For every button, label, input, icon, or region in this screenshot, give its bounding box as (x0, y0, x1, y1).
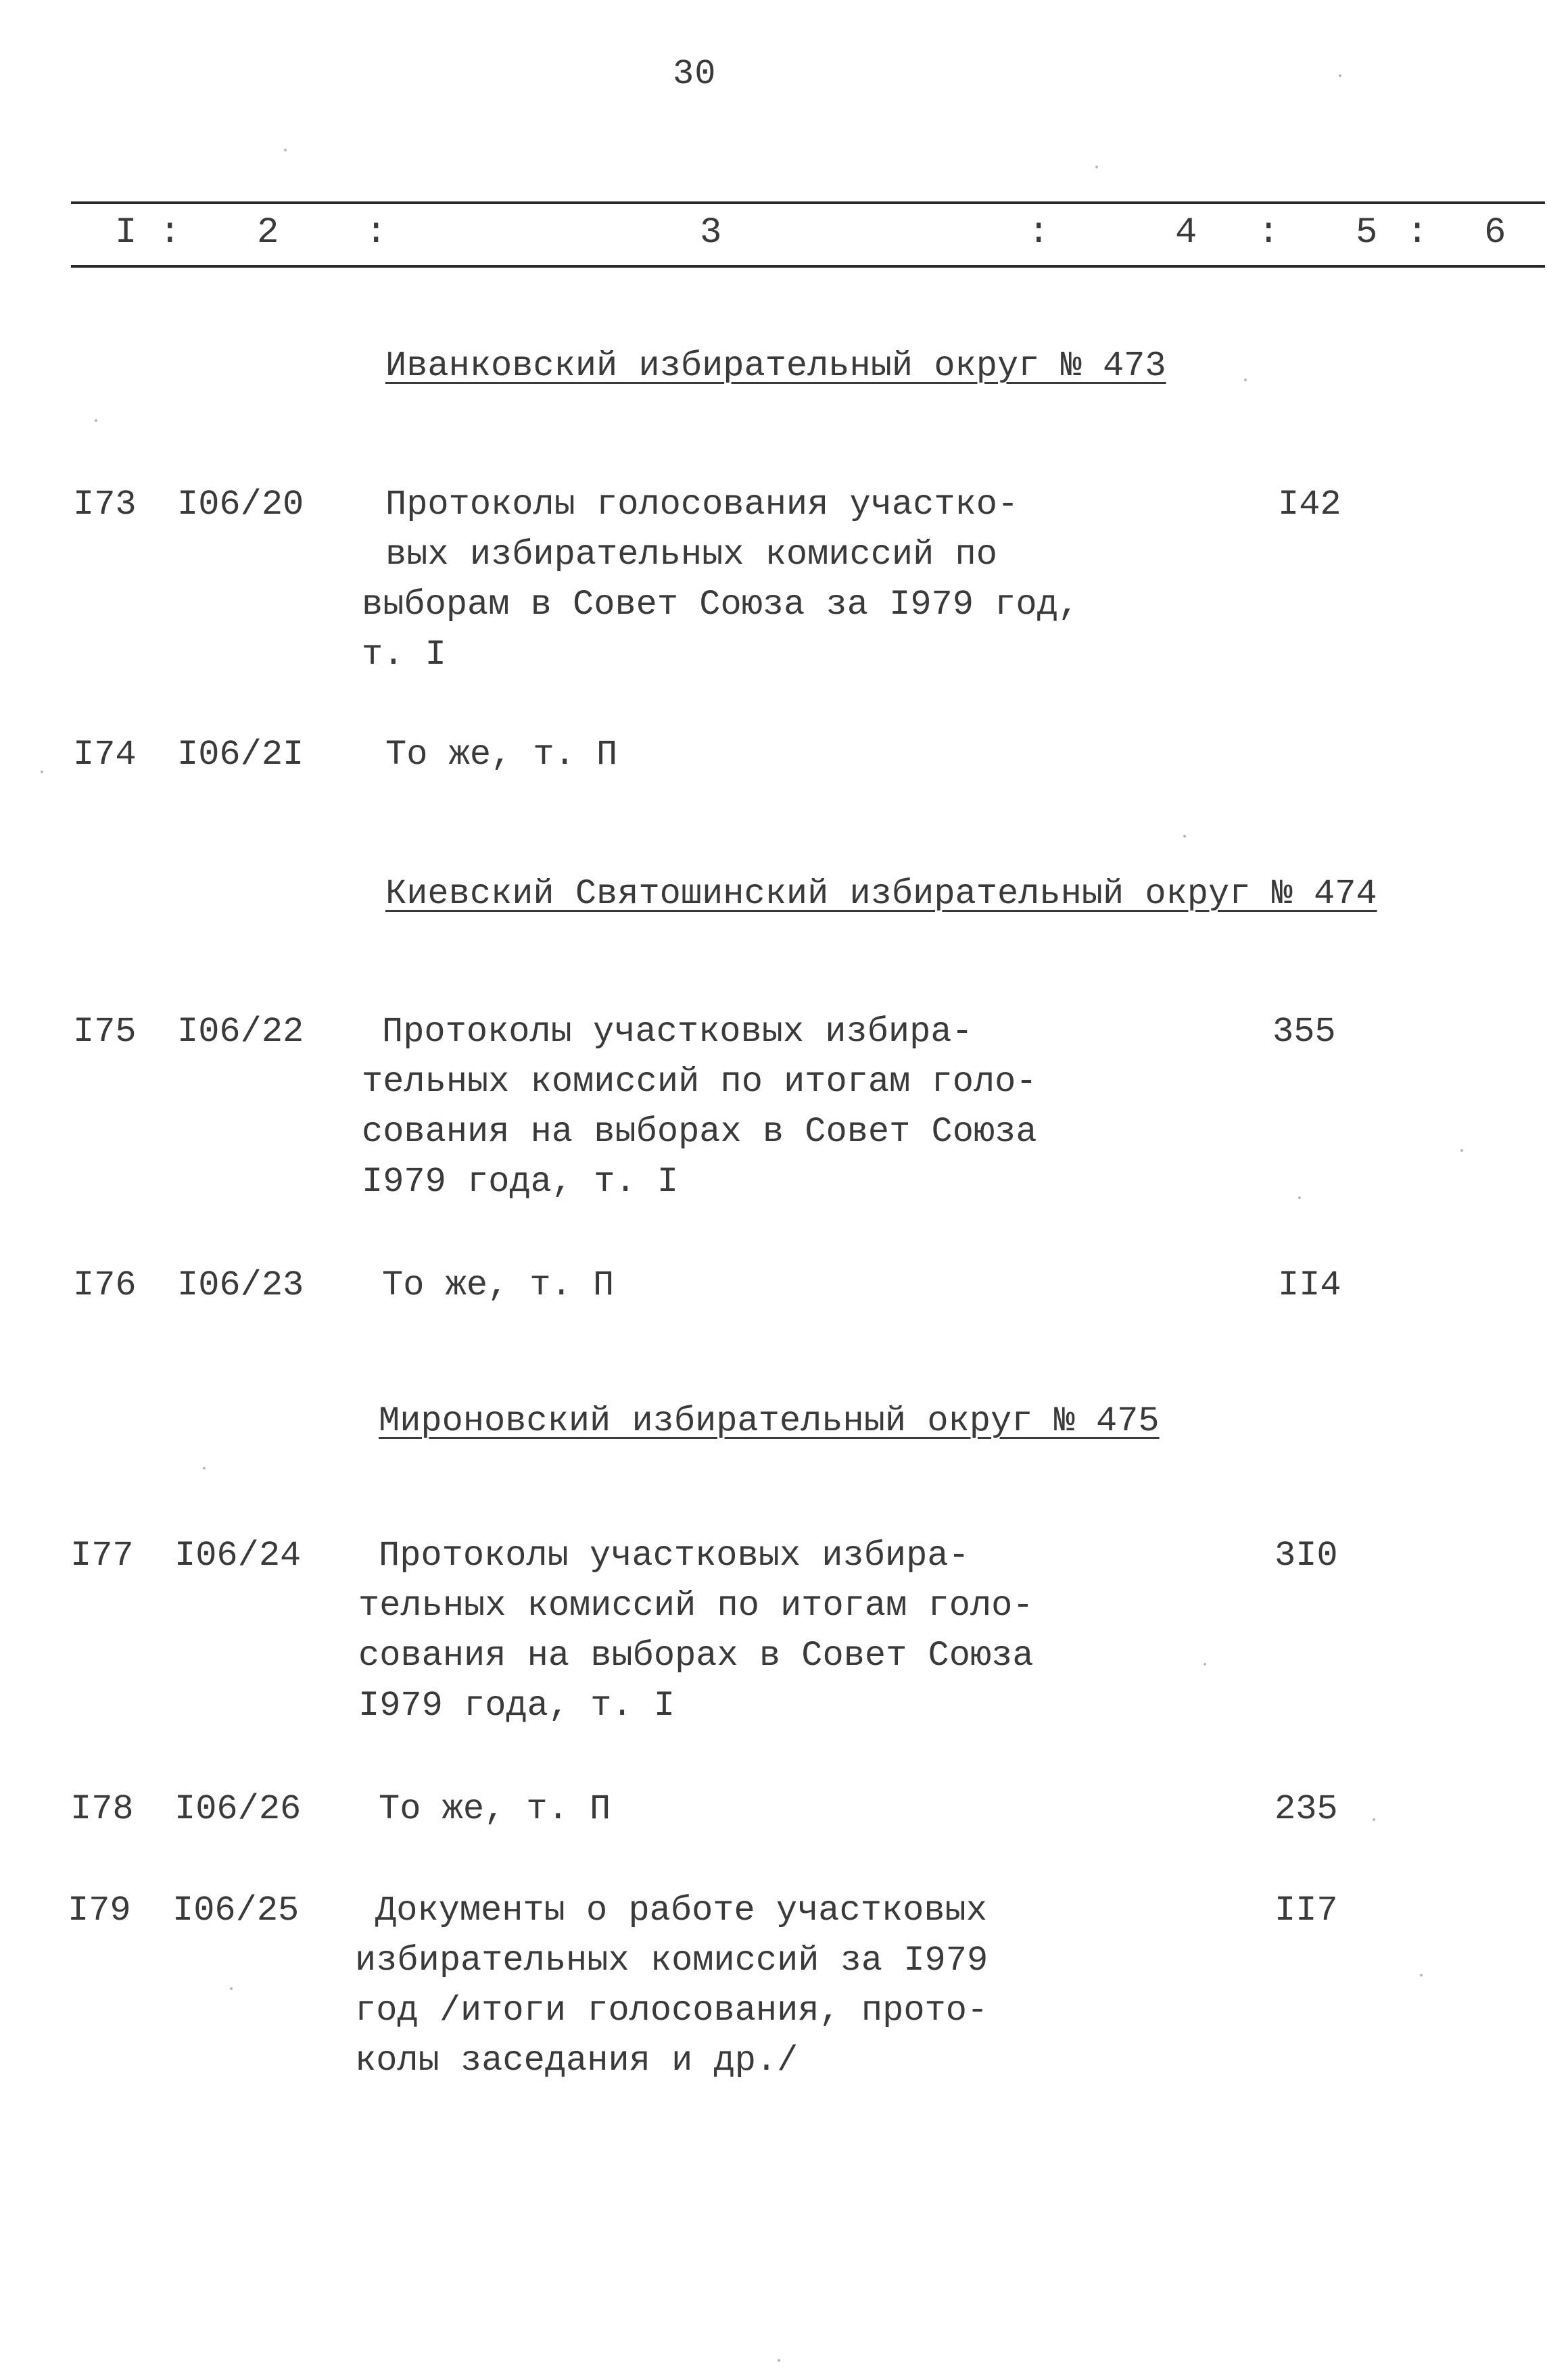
row-number: I77 (70, 1536, 134, 1576)
row-code: I06/23 (177, 1265, 304, 1305)
scan-speck (1460, 1149, 1463, 1152)
scan-speck (95, 419, 97, 422)
row-description (379, 1784, 611, 1835)
scan-speck (1420, 1974, 1423, 1976)
description-line: избирательных комиссий за I979 (355, 1941, 989, 1981)
section-title: Киевский Святошинский избирательный округ № 474 (385, 874, 1377, 914)
row-number: I75 (73, 1012, 137, 1052)
column-separator: : (1258, 212, 1280, 253)
column-separator: : (1406, 212, 1429, 253)
scan-speck (41, 771, 43, 773)
column-separator: : (159, 212, 181, 253)
header-rule-bottom (71, 265, 1545, 268)
row-count: I42 (1278, 485, 1341, 525)
column-header-2: 2 (257, 212, 279, 253)
row-code: I06/22 (177, 1012, 304, 1052)
scan-speck (1244, 379, 1247, 381)
scan-speck (1095, 166, 1098, 168)
row-code: I06/26 (174, 1789, 302, 1829)
header-rule-top (71, 201, 1545, 204)
column-header-4: 4 (1175, 212, 1197, 253)
column-header-1: I (115, 212, 137, 253)
scan-speck (1373, 1818, 1375, 1821)
scan-speck (1298, 1196, 1301, 1199)
row-code: I06/2I (177, 735, 304, 775)
section-title: Мироновский избирательный округ № 475 (379, 1401, 1160, 1441)
description-line: выборам в Совет Союза за I979 год, (362, 585, 1079, 625)
description-line: сования на выборах в Совет Союза (362, 1112, 1037, 1152)
description-line: То же, т. П (379, 1789, 611, 1829)
row-description (362, 1007, 1037, 1207)
description-line: тельных комиссий по итогам голо- (362, 1062, 1037, 1102)
description-line: I979 года, т. I (358, 1686, 675, 1726)
description-line: Протоколы голосования участко- (385, 485, 1019, 525)
description-line: т. I (362, 635, 446, 675)
row-count: II7 (1275, 1891, 1338, 1930)
scan-speck (203, 1467, 206, 1470)
scan-speck (1183, 835, 1186, 837)
column-header-5: 5 (1356, 212, 1378, 253)
row-code: I06/20 (177, 485, 304, 525)
description-line: То же, т. П (382, 1265, 615, 1305)
row-number: I73 (73, 485, 137, 525)
description-line: Протоколы участковых избира- (379, 1536, 970, 1576)
row-count: 355 (1272, 1012, 1336, 1052)
row-number: I74 (73, 735, 137, 775)
row-code: I06/24 (174, 1536, 302, 1576)
scan-speck (230, 1987, 233, 1990)
description-line: То же, т. П (385, 735, 618, 775)
row-description (355, 1886, 988, 2086)
column-header-3: 3 (700, 212, 722, 253)
description-line: I979 года, т. I (362, 1162, 679, 1202)
row-number: I78 (70, 1789, 134, 1829)
description-line: Протоколы участковых избира- (382, 1012, 973, 1052)
scan-speck (1339, 74, 1341, 77)
description-line: тельных комиссий по итогам голо- (358, 1586, 1034, 1626)
description-line: колы заседания и др./ (355, 2041, 799, 2081)
row-number: I76 (73, 1265, 137, 1305)
row-count: II4 (1278, 1265, 1341, 1305)
page-number: 30 (673, 54, 717, 94)
scan-speck (778, 2359, 780, 2362)
row-count: 3I0 (1275, 1536, 1338, 1576)
row-count: 235 (1275, 1789, 1338, 1829)
row-code: I06/25 (172, 1891, 300, 1930)
row-description (382, 1261, 614, 1311)
row-description (385, 730, 617, 780)
row-number: I79 (68, 1891, 131, 1930)
description-line: год /итоги голосования, прото- (355, 1991, 989, 2031)
description-line: вых избирательных комиссий по (385, 535, 997, 575)
description-line: сования на выборах в Совет Союза (358, 1636, 1034, 1676)
section-title: Иванковский избирательный округ № 473 (385, 346, 1166, 386)
column-separator: : (365, 212, 387, 253)
description-line: Документы о работе участковых (375, 1891, 987, 1930)
column-header-6: 6 (1484, 212, 1506, 253)
scan-speck (284, 149, 287, 151)
row-description (362, 480, 1079, 680)
column-separator: : (1028, 212, 1050, 253)
row-description (358, 1531, 1034, 1731)
scan-speck (1204, 1663, 1206, 1666)
